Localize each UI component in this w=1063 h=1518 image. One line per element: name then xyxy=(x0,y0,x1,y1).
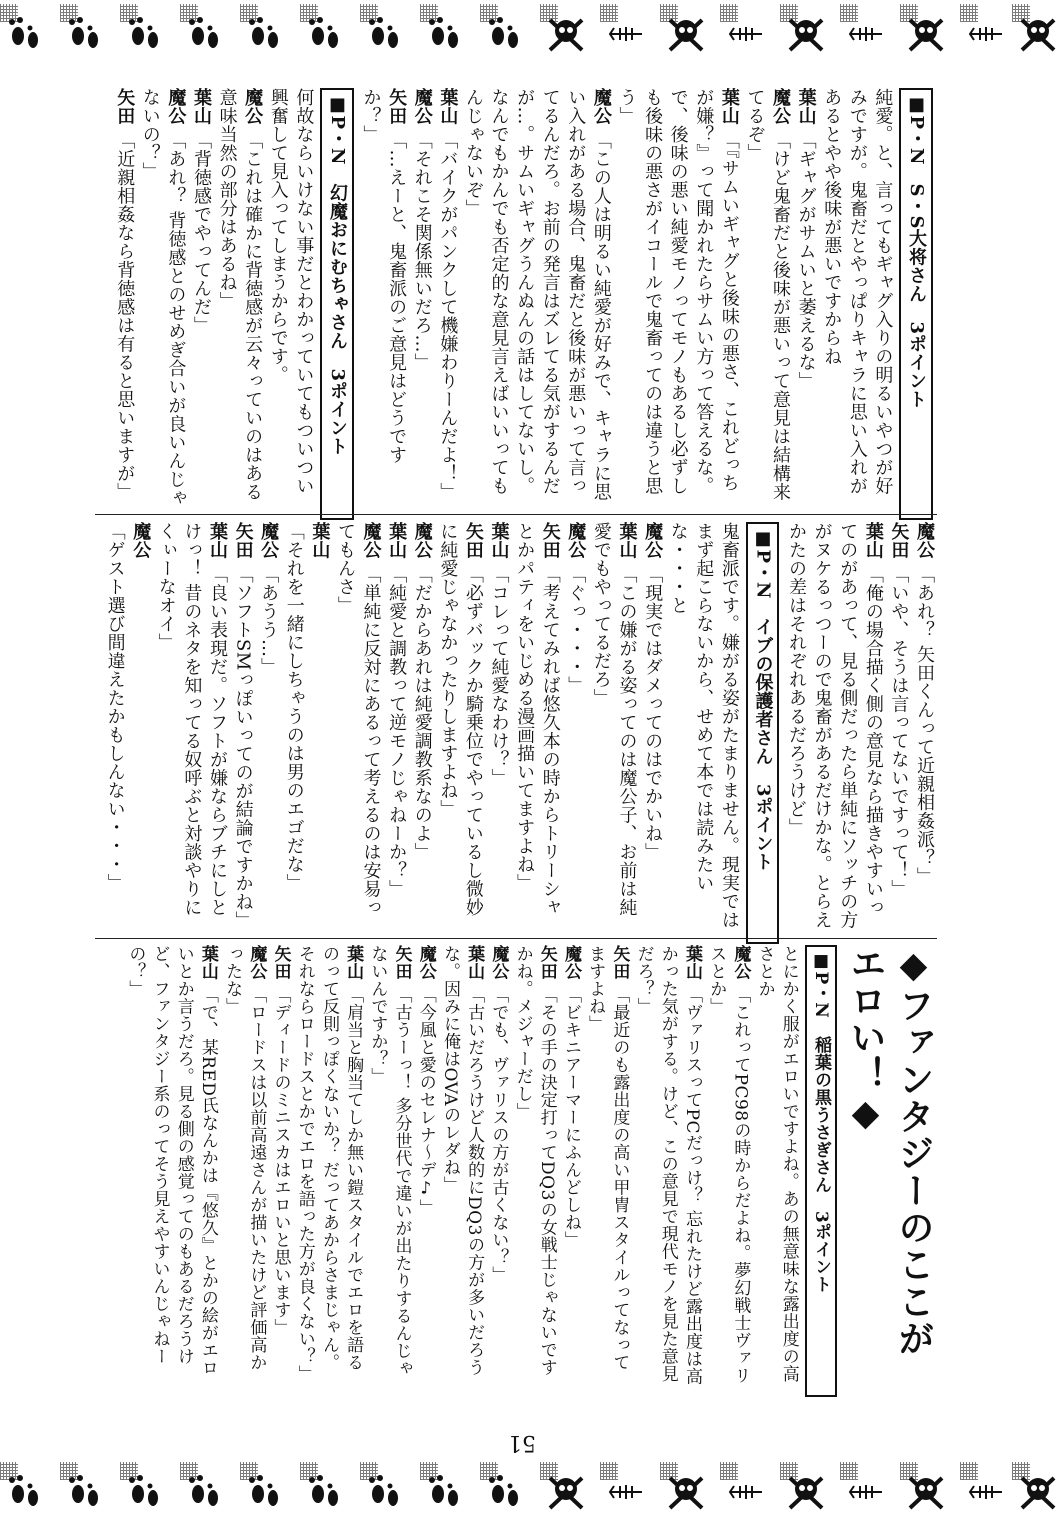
entry-points: 3ポイント xyxy=(811,1210,831,1294)
top-border xyxy=(0,0,1063,60)
dialogue-text: 「古いだろうけど人数的にDQ3の方が多いだろうな。因みに俺はOVAのレダね」 xyxy=(439,945,485,1376)
entry-pen-name: ■P・N 稲葉の黒うさぎさん xyxy=(811,951,831,1194)
speaker-name: 魔公 xyxy=(242,88,264,125)
dialogue-text: 「その手の決定打ってDQ3の女戦士じゃないですかね。メジャーだし」 xyxy=(512,945,557,1376)
dialogue-line xyxy=(188,88,214,508)
entry-header xyxy=(746,522,780,944)
dialogue-text: 「単純に反対にあるって考えるのは安易ってもんさ」 xyxy=(334,522,382,917)
skull-crossbones-icon xyxy=(1012,1462,1060,1514)
divider xyxy=(95,938,937,939)
speaker-name: 魔公 xyxy=(360,522,382,559)
dialogue-line xyxy=(510,945,558,1385)
dialogue-line xyxy=(886,522,912,932)
speaker-name: 矢田 xyxy=(114,88,136,125)
speaker-name: 矢田 xyxy=(539,522,561,559)
dialogue-text: 「いや、そうは言ってないですって！」 xyxy=(888,565,910,898)
speaker-name: 矢田 xyxy=(609,945,630,980)
dialogue-text: 「でも、ヴァリスの方が古くない？」 xyxy=(488,986,509,1284)
dialogue-text: 「背徳感でやってんだ」 xyxy=(190,131,212,335)
letter-text: 何故ならいけない事だとわかっていてもついつい興奮して見入ってしまうからです。 xyxy=(267,88,315,495)
dialogue-line xyxy=(460,88,614,508)
dialogue-line xyxy=(153,522,230,932)
dialogue-text: 「これってPC98の時からだよね。夢幻戦士ヴァリスとか」 xyxy=(706,945,751,1385)
speaker-name: 矢田 xyxy=(462,522,484,559)
dialogue-line xyxy=(332,522,383,932)
dialogue-text: 「これは確かに背徳感が云々っていのはある意味当然の部分はあるね」 xyxy=(216,88,264,501)
dialogue-line xyxy=(137,88,188,508)
dialogue-line xyxy=(438,945,486,1385)
speaker-name: 魔公 xyxy=(165,88,187,125)
speaker-name: 葉山 xyxy=(386,522,408,559)
dialogue-text: 「近親相姦なら背徳感は有ると思いますが」 xyxy=(114,131,136,501)
dialogue-line xyxy=(220,945,268,1385)
dialogue-line xyxy=(268,945,292,1385)
dialogue-line xyxy=(365,945,413,1385)
speaker-name: 葉山 xyxy=(681,945,702,980)
dialogue-text: 「それこそ関係無いだろ…」 xyxy=(411,131,433,372)
footprint-icon xyxy=(0,1462,48,1514)
dialogue-line xyxy=(358,88,409,508)
speaker-name: 矢田 xyxy=(391,945,412,980)
dialogue-line xyxy=(256,522,282,932)
dialogue-line xyxy=(742,88,793,508)
speaker-name: 葉山 xyxy=(616,522,638,559)
speaker-name: 矢田 xyxy=(888,522,910,559)
speaker-name: 葉山 xyxy=(718,88,740,125)
speaker-name: 葉山 xyxy=(343,945,364,980)
dialogue-line xyxy=(435,522,486,932)
footprint-icon xyxy=(180,1462,228,1514)
speaker-name: 魔公 xyxy=(770,88,792,125)
skull-crossbones-icon xyxy=(540,1462,588,1514)
dialogue-text: 「コレって純愛なわけ？」 xyxy=(488,565,510,787)
speaker-name: 葉山 xyxy=(464,945,485,980)
dialogue-text: 「俺の場合描く側の意見なら描きやすいってのがあって、見る側だったら単純にソッチの方がヌケるっつーので鬼畜があるだけかな。とらえかたの差はそれぞれあるだろうけど」 xyxy=(786,522,884,929)
footprint-icon xyxy=(360,4,408,56)
entry-pen-name: ■P・N イブの保護者さん xyxy=(752,528,774,766)
dialogue-text: 「この嫌がる姿ってのは魔公子、お前は純愛でもやってるだろ」 xyxy=(590,522,638,917)
dialogue-line xyxy=(293,945,366,1385)
dialogue-line xyxy=(112,88,138,508)
dialogue-line xyxy=(588,522,639,932)
dialogue-text: 「バイクがパンクして機嫌わりーんだよ！」 xyxy=(437,131,459,501)
speaker-name: 葉山 xyxy=(862,522,884,559)
speaker-name: 矢田 xyxy=(536,945,557,980)
speaker-name: 葉山 xyxy=(437,88,459,125)
entry-pen-name: ■P・N S・S大将さん xyxy=(906,94,927,303)
letter-text: 純愛。と、言ってもギャグ入りの明るいやつが好みですが。鬼畜だとやっぱりキャラに思い入れがあるとやや後味が悪いですからね xyxy=(821,88,894,495)
speaker-name: 魔公 xyxy=(258,522,280,559)
section-2 xyxy=(95,522,937,932)
fishbone-icon xyxy=(840,1462,888,1514)
dialogue-text: 「肩当と胸当てしか無い鎧スタイルでエロを語るのって反則っぽくないか？ だってあからさまじゃん。それならロードスとかでエロを語った方が良くない？」 xyxy=(294,945,364,1383)
speaker-name: 葉山 xyxy=(206,522,228,559)
fishbone-icon xyxy=(720,4,768,56)
section-1 xyxy=(95,88,937,508)
dialogue-text: 「…えーと、鬼畜派のご意見はどうですか？」 xyxy=(360,88,408,464)
dialogue-text: 「良い表現だ。ソフトが嫌ならブチにしとけっ！ 昔のネタを知ってる奴呼ぶと対談やりにくぃーなオイ」 xyxy=(155,522,228,917)
speaker-name: 魔公 xyxy=(488,945,509,980)
skull-crossbones-icon xyxy=(900,1462,948,1514)
dialogue-line xyxy=(639,522,665,932)
footprint-icon xyxy=(60,1462,108,1514)
fishbone-icon xyxy=(960,1462,1008,1514)
footprint-icon xyxy=(240,4,288,56)
speaker-name: 魔公 xyxy=(415,945,436,980)
footprint-icon xyxy=(120,1462,168,1514)
dialogue-text: 「ぐっ・・・」 xyxy=(565,565,587,695)
skull-crossbones-icon xyxy=(540,4,588,56)
footprint-icon xyxy=(300,4,348,56)
skull-crossbones-icon xyxy=(780,1462,828,1514)
dialogue-line xyxy=(102,522,153,932)
footprint-icon xyxy=(300,1462,348,1514)
dialogue-line xyxy=(281,522,332,932)
skull-crossbones-icon xyxy=(1012,4,1060,56)
dialogue-line xyxy=(214,88,265,508)
dialogue-text: 「今風と愛のセレナ～デ♪」 xyxy=(415,986,436,1217)
speaker-name: 葉山 xyxy=(190,88,212,125)
skull-crossbones-icon xyxy=(780,4,828,56)
dialogue-text: 「必ずバックか騎乗位でやっているし微妙に純愛じゃなかったりしますよね」 xyxy=(437,522,484,917)
dialogue-text: 「ビキニアーマーにふんどしね」 xyxy=(560,986,581,1249)
speaker-name: 魔公 xyxy=(590,88,612,125)
dialogue-line xyxy=(793,88,819,508)
dialogue-text: 「ギャグがサムいと萎えるな」 xyxy=(795,131,817,390)
footprint-icon xyxy=(120,4,168,56)
dialogue-line xyxy=(123,945,220,1385)
divider xyxy=(95,514,937,515)
speaker-name: 葉山 xyxy=(197,945,218,980)
dialogue-line xyxy=(583,945,631,1385)
section-banner: ◆ファンタジーのここがエロい！◆ xyxy=(845,945,934,1357)
bottom-border xyxy=(0,1458,1063,1518)
dialogue-text: 「だからあれは純愛調教系なのよ」 xyxy=(411,565,433,861)
speaker-name: 矢田 xyxy=(232,522,254,559)
dialogue-text: 「それを一緒にしちゃうのは男のエゴだな」 xyxy=(283,522,305,892)
footprint-icon xyxy=(480,4,528,56)
dialogue-text: 「古うーっ！ 多分世代で違いが出たりするんじゃないんですか？」 xyxy=(367,945,412,1377)
entry-points: 3ポイント xyxy=(326,368,348,456)
dialogue-text: 「考えてみれば悠久本の時からトリーシャとかパティをいじめる漫画描いてますよね」 xyxy=(514,522,561,917)
dialogue-line xyxy=(486,945,510,1385)
entry-pen-name: ■P・N 幻魔おにむちゃさん xyxy=(326,94,348,350)
dialogue-line xyxy=(409,522,435,932)
dialogue-text: 「ディードのミニスカはエロいと思います」 xyxy=(270,986,291,1336)
footprint-icon xyxy=(240,1462,288,1514)
dialogue-text: 「現実ではダメってのはでかいね」 xyxy=(642,565,664,861)
entry-points: 3ポイント xyxy=(906,321,927,409)
footprint-icon xyxy=(480,1462,528,1514)
speaker-name: 葉山 xyxy=(309,522,331,559)
dialogue-line xyxy=(704,945,752,1385)
skull-crossbones-icon xyxy=(660,4,708,56)
dialogue-text: 「この人は明るい純愛が好みで、キャラに思い入れがある場合、鬼畜だと後味が悪いって言ってるんだろ。お前の発言はズレてる気がするんだが…。サムいギャグうんぬんの話はしてないし。なんでもかんでも否定的な意見言えばいいってもんじゃないぞ」 xyxy=(462,88,612,501)
dialogue-line xyxy=(230,522,256,932)
speaker-name: 魔公 xyxy=(560,945,581,980)
footprint-icon xyxy=(420,1462,468,1514)
footprint-icon xyxy=(0,4,48,56)
footprint-icon xyxy=(60,4,108,56)
dialogue-line xyxy=(414,945,438,1385)
speaker-name: 魔公 xyxy=(411,88,433,125)
dialogue-line xyxy=(435,88,461,508)
skull-crossbones-icon xyxy=(900,4,948,56)
skull-crossbones-icon xyxy=(660,1462,708,1514)
speaker-name: 魔公 xyxy=(130,522,152,559)
dialogue-line xyxy=(559,945,583,1385)
entry-header xyxy=(899,88,933,520)
dialogue-line xyxy=(631,945,704,1385)
speaker-name: 葉山 xyxy=(795,88,817,125)
fishbone-icon xyxy=(720,1462,768,1514)
dialogue-text: 「あうう…」 xyxy=(258,565,280,676)
entry-points: 3ポイント xyxy=(752,784,774,872)
entry-header xyxy=(805,945,837,1397)
dialogue-text: 「純愛と調教って逆モノじゃねーか？」 xyxy=(386,565,408,898)
fishbone-icon xyxy=(840,4,888,56)
dialogue-line xyxy=(783,522,885,932)
speaker-name: 魔公 xyxy=(565,522,587,559)
dialogue-text: 「で、某RED氏なんかは『悠久』とかの絵がエロいとか言うだろ。見る側の感覚ってのもあるだろうけど、ファンタジー系のってそう見えやすいんじゃねーの？」 xyxy=(125,945,218,1377)
dialogue-line xyxy=(911,522,937,932)
dialogue-text: 「最近のも露出度の高い甲冑スタイルってなってますよね」 xyxy=(585,945,630,1371)
letter-text: とにかく服がエロいですよね。あの無意味な露出度の高さとか xyxy=(754,945,799,1383)
speaker-name: 矢田 xyxy=(270,945,291,980)
dialogue-text: 「ロードスは以前高遠さんが描いたけど評価高かったな」 xyxy=(222,945,267,1371)
speaker-name: 魔公 xyxy=(914,522,935,559)
dialogue-text: 「『サムいギャグと後味の悪さ、これどっちが嫌？』って聞かれたらサムい方って答えるな。で、後味の悪い純愛モノってモノもあるし必ずしも後味の悪さがイコールで鬼畜ってのは違うと思う」 xyxy=(616,88,740,495)
dialogue-text: 「けど鬼畜だと後味が悪いって意見は結構来てるぞ」 xyxy=(744,88,792,501)
dialogue-text: 「あれ？ 背徳感とのせめぎ合いが良いんじゃないの？」 xyxy=(139,88,187,508)
fishbone-icon xyxy=(960,4,1008,56)
speaker-name: 矢田 xyxy=(386,88,408,125)
section-3 xyxy=(95,945,937,1385)
speaker-name: 魔公 xyxy=(642,522,664,559)
speaker-name: 魔公 xyxy=(246,945,267,980)
dialogue-line xyxy=(512,522,563,932)
speaker-name: 葉山 xyxy=(488,522,510,559)
dialogue-text: 「ゲスト選び間違えたかもしんない・・・」 xyxy=(104,522,126,892)
dialogue-text: 「あれ？ 矢田くんって近親相姦派？」 xyxy=(914,565,935,886)
footprint-icon xyxy=(420,4,468,56)
dialogue-line xyxy=(563,522,589,932)
entry-header xyxy=(320,88,354,520)
fishbone-icon xyxy=(600,4,648,56)
dialogue-line xyxy=(486,522,512,932)
dialogue-line xyxy=(614,88,742,508)
footprint-icon xyxy=(360,1462,408,1514)
dialogue-text: 「ヴァリスってPCだっけ？ 忘れたけど露出度は高かった気がする。けど、この意見で現代モノを見た意見だろ？」 xyxy=(633,945,702,1385)
speaker-name: 魔公 xyxy=(730,945,751,980)
footprint-icon xyxy=(180,4,228,56)
letter-text: 鬼畜派です。嫌がる姿がたまりません。現実ではまず起こらないから、せめて本では読みたいな・・・と xyxy=(667,522,740,929)
dialogue-text: 「ソフトSMっぽいってのが結論ですかね」 xyxy=(232,565,254,930)
page-number: 51 xyxy=(508,1430,536,1455)
dialogue-line xyxy=(409,88,435,508)
speaker-name: 魔公 xyxy=(411,522,433,559)
dialogue-line xyxy=(384,522,410,932)
fishbone-icon xyxy=(600,1462,648,1514)
